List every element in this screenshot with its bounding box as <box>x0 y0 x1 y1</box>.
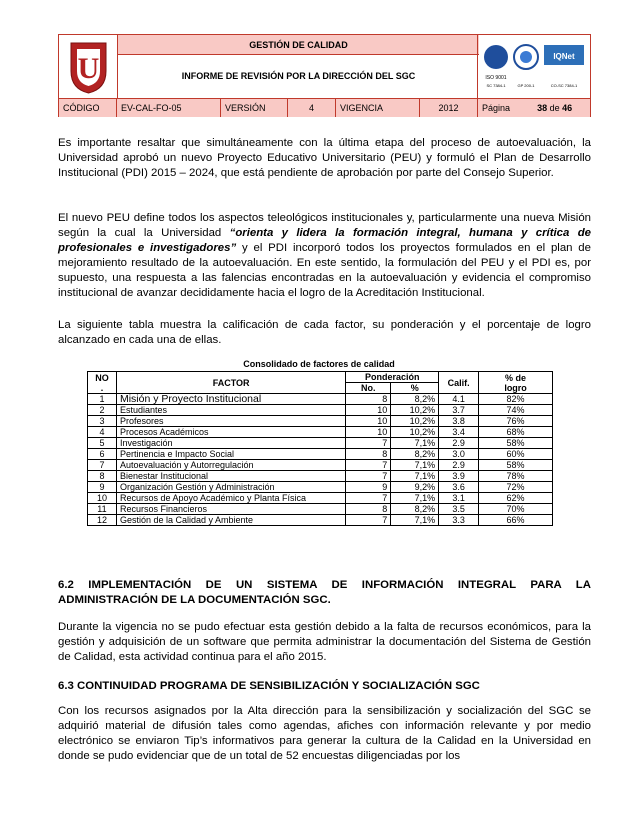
row-logro: 72% <box>479 482 553 493</box>
cert-label-2: IQNet <box>553 52 575 61</box>
row-factor: Pertinencia e Impacto Social <box>116 449 345 460</box>
header-title-top: GESTIÓN DE CALIDAD <box>118 35 479 55</box>
row-calif: 2.9 <box>439 460 479 471</box>
pagina-indicator <box>478 99 590 117</box>
col-header-logro: % de logro <box>479 372 553 394</box>
paragraph-2-quote: “orienta y lidera la formación integral, humana y crítica de profesionales e investigadores” <box>58 227 591 254</box>
row-calif: 3.8 <box>439 416 479 427</box>
row-factor: Bienestar Institucional <box>116 471 345 482</box>
pagina-de: de <box>549 103 560 113</box>
row-logro: 78% <box>479 471 553 482</box>
row-factor: Recursos de Apoyo Académico y Planta Física <box>116 493 345 504</box>
row-factor: Gestión de la Calidad y Ambiente <box>116 515 345 526</box>
table-row <box>88 471 553 482</box>
table-row <box>88 405 553 416</box>
row-calif: 4.1 <box>439 394 479 405</box>
university-logo-icon <box>59 35 118 98</box>
row-factor: Organización Gestión y Administración <box>116 482 345 493</box>
paragraph-2 <box>58 211 591 301</box>
row-calif: 3.4 <box>439 427 479 438</box>
row-number: 1 <box>88 394 117 405</box>
row-logro: 74% <box>479 405 553 416</box>
row-pond-no: 10 <box>346 416 391 427</box>
section-6-3-title: 6.3 CONTINUIDAD PROGRAMA DE SENSIBILIZACIÓN Y SOCIALIZACIÓN SGC <box>58 680 480 692</box>
row-calif: 3.9 <box>439 471 479 482</box>
row-number: 2 <box>88 405 117 416</box>
cert-label-3: SC 7384-1 <box>486 83 506 88</box>
paragraph-1: Es importante resaltar que simultáneamente con la última etapa del proceso de autoevaluación, la Universidad aprobó un nuevo Proyecto Educativo Universitario (PEU) y formuló el Plan de Desarrollo Institucional (PDI) 2015 – 2024, que está pendiente de aprobación por parte del Consejo Superior. <box>58 137 591 179</box>
col-header-pond-no: No. <box>346 383 391 394</box>
row-pond-no: 10 <box>346 427 391 438</box>
table-row <box>88 449 553 460</box>
col-header-ponderacion: Ponderación <box>346 372 439 383</box>
logo-letter: U <box>77 52 100 85</box>
certification-seals-icon <box>478 35 591 98</box>
row-number: 4 <box>88 427 117 438</box>
row-pond-pct: 10,2% <box>391 427 439 438</box>
section-6-2-text: Durante la vigencia no se pudo efectuar esta gestión debido a la falta de recursos económicos, para la gestión y adquisición de un software que permita administrar la documentación del Sistema de Gestión de Calidad, esta actividad continua para el año 2015. <box>58 621 591 663</box>
row-pond-no: 7 <box>346 460 391 471</box>
pagina-number: 38 <box>537 103 548 113</box>
cert-label-1: ISO 9001 <box>485 75 507 81</box>
row-pond-no: 7 <box>346 471 391 482</box>
row-pond-pct: 7,1% <box>391 460 439 471</box>
table-row <box>88 493 553 504</box>
row-logro: 60% <box>479 449 553 460</box>
row-pond-no: 7 <box>346 515 391 526</box>
col-header-pond-pct: % <box>391 383 439 394</box>
row-logro: 58% <box>479 460 553 471</box>
table-row <box>88 394 553 405</box>
row-pond-no: 8 <box>346 394 391 405</box>
table-row <box>88 504 553 515</box>
row-logro: 68% <box>479 427 553 438</box>
table-row <box>88 482 553 493</box>
paragraph-2-a: El nuevo PEU define todos los aspectos teleológicos institucionales y, particularmente una nueva Misión según la cual la Universidad <box>58 212 591 239</box>
version-label: VERSIÓN <box>221 99 288 117</box>
row-logro: 62% <box>479 493 553 504</box>
table-row <box>88 427 553 438</box>
section-6-2-title: 6.2 IMPLEMENTACIÓN DE UN SISTEMA DE INFORMACIÓN INTEGRAL PARA LA ADMINISTRACIÓN DE LA DOCUMENTACIÓN SGC. <box>58 579 591 606</box>
row-number: 11 <box>88 504 117 515</box>
row-factor: Procesos Académicos <box>116 427 345 438</box>
row-number: 10 <box>88 493 117 504</box>
col-header-no: NO . <box>88 372 117 394</box>
row-factor: Estudiantes <box>116 405 345 416</box>
row-pond-pct: 10,2% <box>391 416 439 427</box>
table-caption: Consolidado de factores de calidad <box>243 359 395 369</box>
row-logro: 76% <box>479 416 553 427</box>
row-calif: 3.3 <box>439 515 479 526</box>
row-pond-no: 8 <box>346 504 391 515</box>
pagina-total: 46 <box>562 103 573 113</box>
vigencia-value: 2012 <box>420 99 478 117</box>
table-row <box>88 438 553 449</box>
row-number: 3 <box>88 416 117 427</box>
row-factor: Misión y Proyecto Institucional <box>116 394 345 405</box>
cert-label-4: GP 200-1 <box>517 83 535 88</box>
col-header-calif: Calif. <box>439 372 479 394</box>
row-number: 6 <box>88 449 117 460</box>
row-number: 8 <box>88 471 117 482</box>
vigencia-label: VIGENCIA <box>336 99 420 117</box>
row-logro: 58% <box>479 438 553 449</box>
row-pond-no: 9 <box>346 482 391 493</box>
row-calif: 2.9 <box>439 438 479 449</box>
row-factor: Profesores <box>116 416 345 427</box>
row-pond-pct: 7,1% <box>391 471 439 482</box>
row-pond-no: 8 <box>346 449 391 460</box>
quality-factors-table <box>87 371 553 526</box>
row-pond-pct: 9,2% <box>391 482 439 493</box>
row-number: 9 <box>88 482 117 493</box>
row-factor: Autoevaluación y Autorregulación <box>116 460 345 471</box>
header-info-row <box>59 98 590 117</box>
paragraph-3: La siguiente tabla muestra la calificación de cada factor, su ponderación y el porcentaje de logro alcanzado en cada una de ellas. <box>58 319 591 346</box>
certification-logos <box>477 35 590 98</box>
row-number: 7 <box>88 460 117 471</box>
row-pond-pct: 8,2% <box>391 504 439 515</box>
row-logro: 66% <box>479 515 553 526</box>
row-pond-pct: 7,1% <box>391 515 439 526</box>
row-calif: 3.1 <box>439 493 479 504</box>
row-number: 5 <box>88 438 117 449</box>
col-header-factor: FACTOR <box>116 372 345 394</box>
codigo-label: CÓDIGO <box>59 99 117 117</box>
row-number: 12 <box>88 515 117 526</box>
codigo-value: EV-CAL-FO-05 <box>117 99 221 117</box>
table-row <box>88 460 553 471</box>
version-value: 4 <box>288 99 336 117</box>
table-row <box>88 515 553 526</box>
row-pond-pct: 8,2% <box>391 394 439 405</box>
row-pond-no: 10 <box>346 405 391 416</box>
section-6-3-text: Con los recursos asignados por la Alta dirección para la sensibilización y socialización del SGC se adquirió material de difusión tales como agendas, afiches con información relevante y por medio electrónico se enviaron Tip’s informativos para generar la cultura de la Calidad en la Universidad en donde se pudo evidenciar que de un total de 52 encuestas diligenciadas por los <box>58 705 591 762</box>
table-row <box>88 416 553 427</box>
row-factor: Investigación <box>116 438 345 449</box>
header-title-main: INFORME DE REVISIÓN POR LA DIRECCIÓN DEL SGC <box>181 71 416 81</box>
row-logro: 70% <box>479 504 553 515</box>
row-pond-no: 7 <box>346 493 391 504</box>
row-pond-pct: 8,2% <box>391 449 439 460</box>
row-pond-pct: 7,1% <box>391 438 439 449</box>
paragraph-2-c: y el PDI incorporó todos los proyectos formulados en el plan de mejoramiento resultado de la autoevaluación. En este sentido, la formulación del PEU y el PDI es, por supuesto, una respuesta a las falencias encontradas en la autoevaluación y evidencia el compromiso institucional de avanzar decididamente hacia el logro de la Acreditación Institucional. <box>58 242 591 299</box>
row-calif: 3.6 <box>439 482 479 493</box>
cert-label-5: CO-SC 7384-1 <box>550 83 578 88</box>
row-calif: 3.0 <box>439 449 479 460</box>
row-calif: 3.7 <box>439 405 479 416</box>
document-header <box>58 34 591 117</box>
row-calif: 3.5 <box>439 504 479 515</box>
pagina-label: Página <box>482 103 511 113</box>
row-pond-pct: 7,1% <box>391 493 439 504</box>
row-pond-pct: 10,2% <box>391 405 439 416</box>
row-logro: 82% <box>479 394 553 405</box>
row-pond-no: 7 <box>346 438 391 449</box>
logo-cell <box>59 35 118 98</box>
row-factor: Recursos Financieros <box>116 504 345 515</box>
